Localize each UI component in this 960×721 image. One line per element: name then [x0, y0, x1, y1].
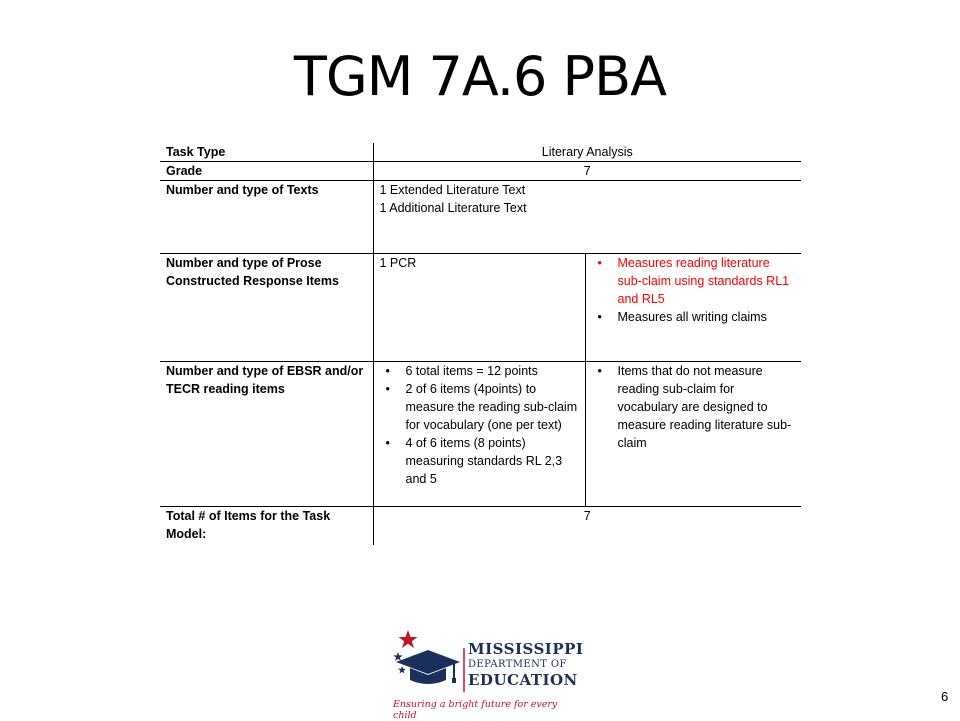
slide-title: TGM 7A.6 PBA	[293, 45, 667, 108]
table-row	[160, 362, 801, 507]
texts-line-2: 1 Additional Literature Text	[379, 201, 527, 215]
ebsr-items	[373, 362, 585, 507]
red-star-icon	[399, 630, 418, 648]
grade-label: Grade	[160, 162, 373, 181]
ebsr-note-vocabulary: • Items that do not measure reading sub-claim for vocabulary are designed to measure reading literature sub-claim	[618, 362, 796, 452]
small-star-icon	[398, 666, 406, 674]
pcr-note-reading: • Measures reading literature sub-claim using standards RL1 and RL5	[618, 254, 796, 308]
graduation-cap-icon	[396, 650, 460, 674]
table-row	[160, 254, 801, 362]
total-items-value: 7	[373, 507, 801, 546]
logo-tagline: Ensuring a bright future for every child	[393, 699, 558, 721]
total-items-label: Total # of Items for the Task Model:	[160, 507, 373, 546]
mde-logo-text	[468, 640, 583, 689]
task-type-label: Task Type	[160, 143, 373, 162]
ebsr-item-total: • 6 total items = 12 points	[406, 362, 579, 380]
table-row	[160, 507, 801, 546]
table-row	[160, 143, 801, 162]
task-model-table-image	[160, 143, 801, 545]
texts-line-1: 1 Extended Literature Text	[379, 183, 526, 197]
texts-label: Number and type of Texts	[160, 181, 373, 254]
grade-value: 7	[373, 162, 801, 181]
small-star-icon	[393, 652, 403, 661]
ebsr-label: Number and type of EBSR and/or TECR reading items	[160, 362, 373, 507]
pcr-notes	[585, 254, 801, 362]
ebsr-item-vocabulary: • 2 of 6 items (4points) to measure the reading sub-claim for vocabulary (one per text)	[406, 380, 579, 434]
task-type-value: Literary Analysis	[373, 143, 801, 162]
ebsr-notes	[585, 362, 801, 507]
table-row	[160, 181, 801, 254]
ebsr-item-standards: • 4 of 6 items (8 points) measuring standards RL 2,3 and 5	[406, 434, 579, 488]
pcr-label: Number and type of Prose Constructed Response Items	[160, 254, 373, 362]
pcr-note-writing: • Measures all writing claims	[618, 308, 796, 326]
logo-line-department: DEPARTMENT OF	[468, 659, 567, 670]
table-row	[160, 162, 801, 181]
texts-value	[373, 181, 801, 254]
logo-line-education: EDUCATION	[468, 671, 578, 689]
pcr-value: 1 PCR	[373, 254, 585, 362]
task-model-table	[160, 143, 801, 545]
page-number: 6	[941, 689, 949, 704]
logo-line-mississippi: MISSISSIPPI	[468, 640, 584, 658]
